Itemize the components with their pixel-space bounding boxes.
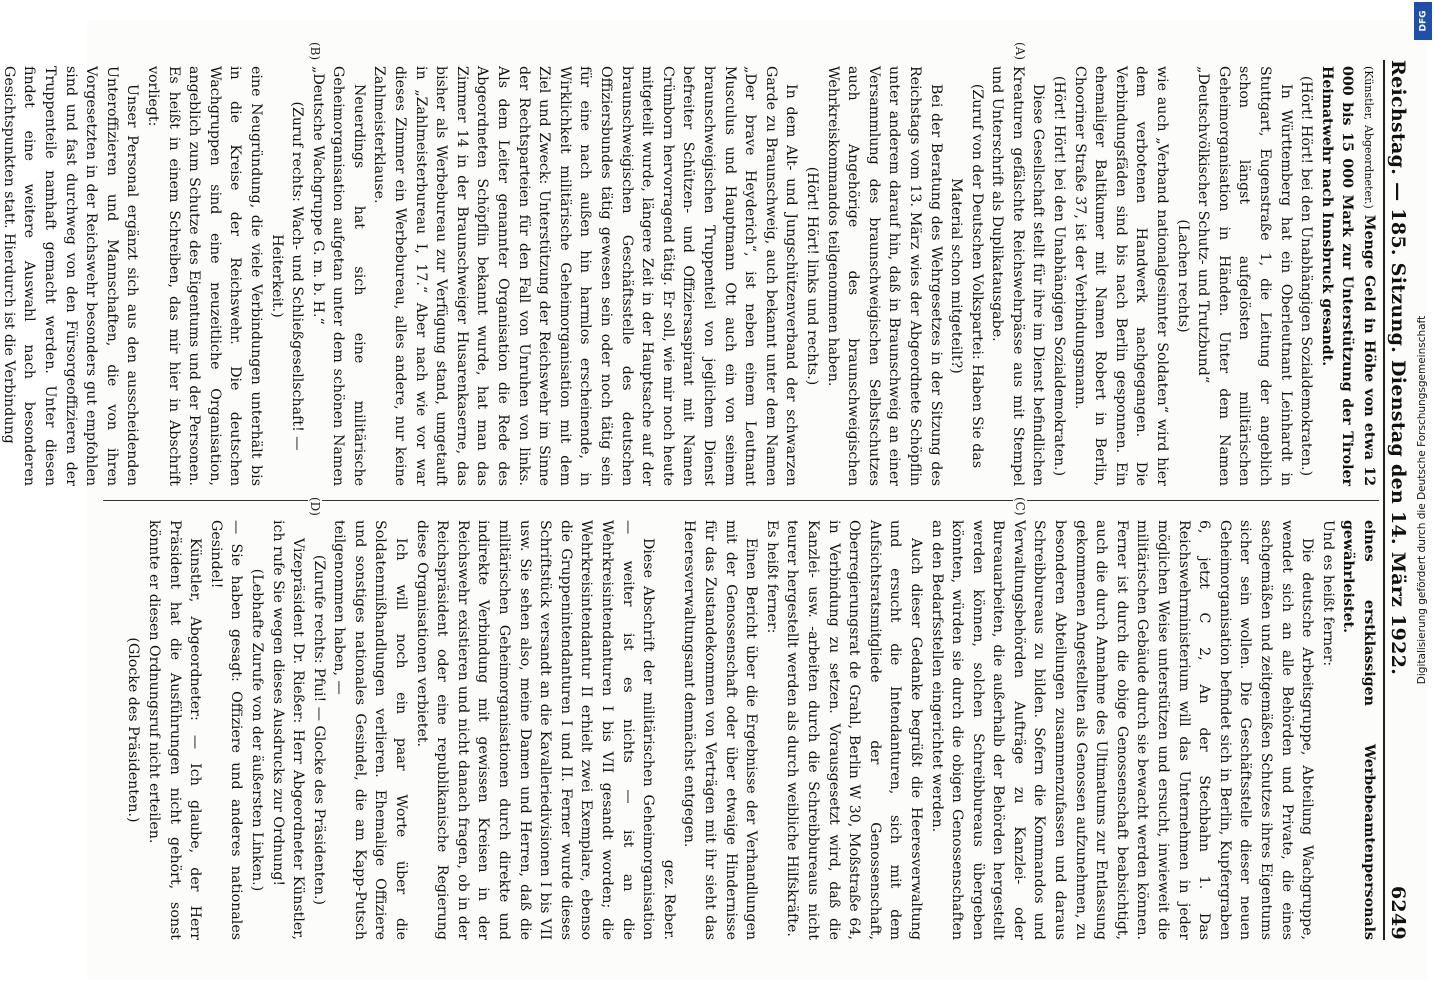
paragraph: Diese Gesellschaft stellt für ihre im Dienst befindlichen Kreaturen gefälschte Reichswehrpässe aus mit Stempel und Unterschrift als Duplikatausgabe. xyxy=(989,66,1047,486)
paragraph: Künstler, Abgeordneter: — Ich glaube, der Herr Präsident hat die Ausführungen nicht gehört, sonst könnte er diesen Ordnungsruf nicht erteilen. xyxy=(145,520,204,940)
paragraph: Es heißt ferner: xyxy=(763,520,780,634)
running-head-title: Reichstag. — 185. Sitzung. Dienstag den 14. März 1922. xyxy=(1387,60,1409,676)
dfg-logo-text: DFG xyxy=(1418,10,1429,32)
digitization-credit-text: Digitalisierung gefördert durch die Deutsche Forschungsgemeinschaft xyxy=(1416,315,1429,685)
paragraph: Bei der Beratung des Wehrgesetzes in der Sitzung des Reichstags vom 13. März wies der Abgeordnete Schöpflin unter anderem darauf hin, daß in Braunschweig an einer Versammlung des braunschweigischen Selbstschutzes auch Angehörige des braunschweigischen Wehrkreiskommandos teilgenommen haben. xyxy=(824,66,944,486)
speaker-tag: (Künstler, Abgeordneter.) xyxy=(1362,66,1375,209)
running-head xyxy=(1383,60,1413,940)
paragraph: Neuerdings hat sich eine militärische Geheimorganisation aufgetan unter dem schönen Namen „Deutsche Wachgruppe G. m. b. H.“ xyxy=(309,66,367,486)
quoted-paragraph: Die deutsche Arbeitsgruppe, Abteilung Wachgruppe, wendet sich an alle Behörden und Private, die eines sachgemäßen und zeitgemäßen Schutzes ihres Eigentums sicher sein wollen. Die Geschäftsstelle dieser neuen Geheimorganisation befindet sich in Berlin, Kupfergraben 6, jetzt C 2, An der Stechbahn 1. Das Reichswehrministerium will das Unternehmen in jeder möglichen Weise unterstützen und ersucht, inwieweit die militärischen Gebäude durch sie bewacht werden können. Ferner ist durch die obige Genossenschaft beabsichtigt, auch die durch Annahme des Ultimatums zur Entlassung gekommenen Angestellten als Genossen aufzunehmen, zu besonderen Abteilungen zusammenzufassen und daraus Schreibbureaus zu bilden. Sofern die Kommandos und Verwaltungsbehörden Aufträge zu Kanzlei- oder Bureauarbeiten, die außerhalb der Behörden hergestellt werden können, solchen Schreibbureaus übergeben könnten, würden sie durch die obigen Genossenschaften an den Bedarfsstellen eingerichtet werden. xyxy=(928,520,1316,940)
paragraph: Unser Personal ergänzt sich aus den ausscheidenden Unteroffizieren und Mannschaften, die von ihren Vorgesetzten in der Reichswehr besonders gut empfohlen sind und fast durchweg von den Fürsorgeoffizieren der Truppenteile namhaft gemacht werden. Unter diesen findet eine weitere Auswahl nach besonderen Gesichtspunkten statt. Hierdurch ist die Verbindung xyxy=(0,66,141,486)
paragraph: Vizepräsident Dr. Rießer: Herr Abgeordneter Künstler, ich rufe Sie wegen dieses Ausdrucks zur Ordnung! xyxy=(269,520,307,940)
paragraph-text: Menge Geld in Höhe von etwa 12 000 bis 15 000 Mark zur Unterstützung der Tiroler Heimatwehr nach Innsbruck gesandt. xyxy=(1318,66,1377,486)
paragraph: In dem Alt- und Jungschützenverband der schwarzen Garde zu Braunschweig, auch bekannt unter dem Namen „Der brave Heyderich“, ist neben einem Leutnant Musculus und Hauptmann Ott auch ein von seinem braunschweigischen Truppenteil von jeglichem Dienst befreiter Schützen- und Offiziersaspirant mit Namen Crümborn hervorragend tätig. Er soll, wie mir noch heute mitgeteilt wurde, längere Zeit in der Hauptsache auf der braunschweigischen Geschäftsstelle des deutschen Offiziersbundes tätig gewesen sein oder noch tätig sein für eine nach außen hin harmlos erscheinende, in Wirklichkeit militärische Geheimorganisation mit dem Ziel und Zweck: Unterstützung der Reichswehr im Sinne der Rechtsparteien für den Fall von Unruhen von links. Als dem Leiter genannter Organisation die Rede des Abgeordneten Schöpflin bekannt wurde, hat man das Zimmer 14 in der Braunschweiger Husarenkaserne, das bisher als Werbebureau zur Verfügung stand, umgetauft in „Zahlmeisterbureau I, 17.“ Aber nach wie vor war dieses Zimmer ein Werbebureau, alles andere, nur keine Zahlmeisterklause. xyxy=(371,66,800,486)
page-number: 6249 xyxy=(1387,885,1409,940)
document-page xyxy=(0,20,1427,980)
paragraph: In Württemberg hat ein Oberleutnant Leinhardt in Stuttgart, Eugenstraße 1, die Leitung der angeblich schon längst aufgelösten militärischen Geheimorganisation in Händen. Unter dem Namen „Deutschvölkischer Schutz- und Trutzbund“ xyxy=(1195,66,1294,486)
column-divider xyxy=(103,500,1379,501)
quoted-paragraph: Einen Bericht über die Ergebnisse der Verhandlungen mit der Genossenschaft oder über etwaige Hindernisse für das Zustandekommen von Verträgen mit ihr sieht das Heeresverwaltungsamt demnächst entgegen. xyxy=(681,520,760,940)
left-column xyxy=(0,66,1379,486)
interjection: (Hört! Hört! bei den Unabhängigen Sozialdemokraten.) xyxy=(1051,75,1068,477)
paragraph xyxy=(1316,66,1379,486)
margin-marker-c: (C) xyxy=(1013,497,1027,516)
margin-marker-a: (A) xyxy=(1013,42,1027,61)
paragraph: Diese Abschrift der militärischen Geheimorganisation — weiter ist es nichts — ist an die Wehrkreisintendanturen I bis VII gesandt worden; die Wehrkreisintendantur II erhielt zwei Exemplare, ebenso die Gruppenintendanturen I und II. Ferner wurde dieses Schriftstück versandt an die Kavalleriedivisionen I bis VII usw. Sie sehen also, meine Damen und Herren, daß die militärischen Geheimorganisationen durch direkte und indirekte Verbindung mit gewissen Kreisen in der Reichswehr existieren und nicht danach fragen, ob in der Reichspräsident oder eine republikanische Regierung diese Organisationen verbietet. xyxy=(413,520,657,940)
interjection: (Glocke des Präsidenten.) xyxy=(125,637,142,823)
right-column xyxy=(103,520,1379,940)
paragraph: wie auch „Verband nationalgesinnter Soldaten“ wird hier dem verbotenen Handwerk nachgegangen. Die Verbindungsfäden sind bis nach Berlin gesponnen. Ein ehemaliger Baltikumer mit Namen Robert in Berlin, Chooriner Straße 37, ist der Verbindungsmann. xyxy=(1071,66,1171,486)
paragraph-text: eines erstklassigen Werbebeamtenpersonals gewährleistet. xyxy=(1340,520,1377,940)
interjection: (Hört! Hört! bei den Unabhängigen Sozialdemokraten.) xyxy=(1298,75,1315,477)
interjection: (Zuruf von der Deutschen Volkspartei: Haben Sie das Material schon mitgeteilt?) xyxy=(948,83,985,469)
paragraph: eine Neugründung, die viele Verbindungen unterhält bis in die Kreise der Reichswehr. Die deutschen Wachgruppen sind eine neuzeitliche Organisation, angeblich zum Schutze des Eigentums und der Personen. Es heißt in einem Schreiben, das mir hier in Abschrift vorliegt: xyxy=(144,66,264,486)
margin-marker-b: (B) xyxy=(308,42,322,61)
paragraph: Ich will noch ein paar Worte über die Soldatenmißhandlungen verlieren. Ehemalige Offiziere und sonstiges nationales Gesindel, die am Kapp-Putsch teilgenommen haben, — xyxy=(331,520,410,940)
interjection: (Lebhafte Zurufe von der äußersten Linken.) xyxy=(248,568,265,892)
signature: gez. Reber. xyxy=(660,859,677,940)
margin-marker-d: (D) xyxy=(308,497,322,516)
paragraph: Und es heißt ferner: xyxy=(1319,520,1336,667)
quoted-paragraph: Auch dieser Gedanke begrüßt die Heeresverwaltung und ersucht die Intendanturen, sich mit dem Aufsichtsratsmitgliede der Genossenschaft, Oberregierungsrat de Grahl, Berlin W 30, Moßstraße 64, in Verbindung zu setzen. Vorausgesetzt wird, daß die Kanzlei- usw. -arbeiten durch die Schreibbureaus nicht teurer hergestellt werden als durch weibliche Hilfskräfte. xyxy=(784,520,924,940)
paragraph xyxy=(1338,520,1379,940)
interjection: (Lachen rechts) xyxy=(1174,219,1191,333)
interjection: (Hört! Hört! links und rechts.) xyxy=(803,166,820,386)
interjection: (Zurufe rechts: Pfui! — Glocke des Präsidenten.) xyxy=(310,554,327,906)
interjection: (Zuruf rechts: Wach- und Schließgesellschaft! — Heiterkeit.) xyxy=(268,101,306,451)
dfg-logo-icon xyxy=(1414,2,1432,40)
digitization-credit xyxy=(1412,8,1432,992)
paragraph: — Sie haben gesagt: Offiziere und anderes nationales Gesindel! xyxy=(207,520,245,940)
